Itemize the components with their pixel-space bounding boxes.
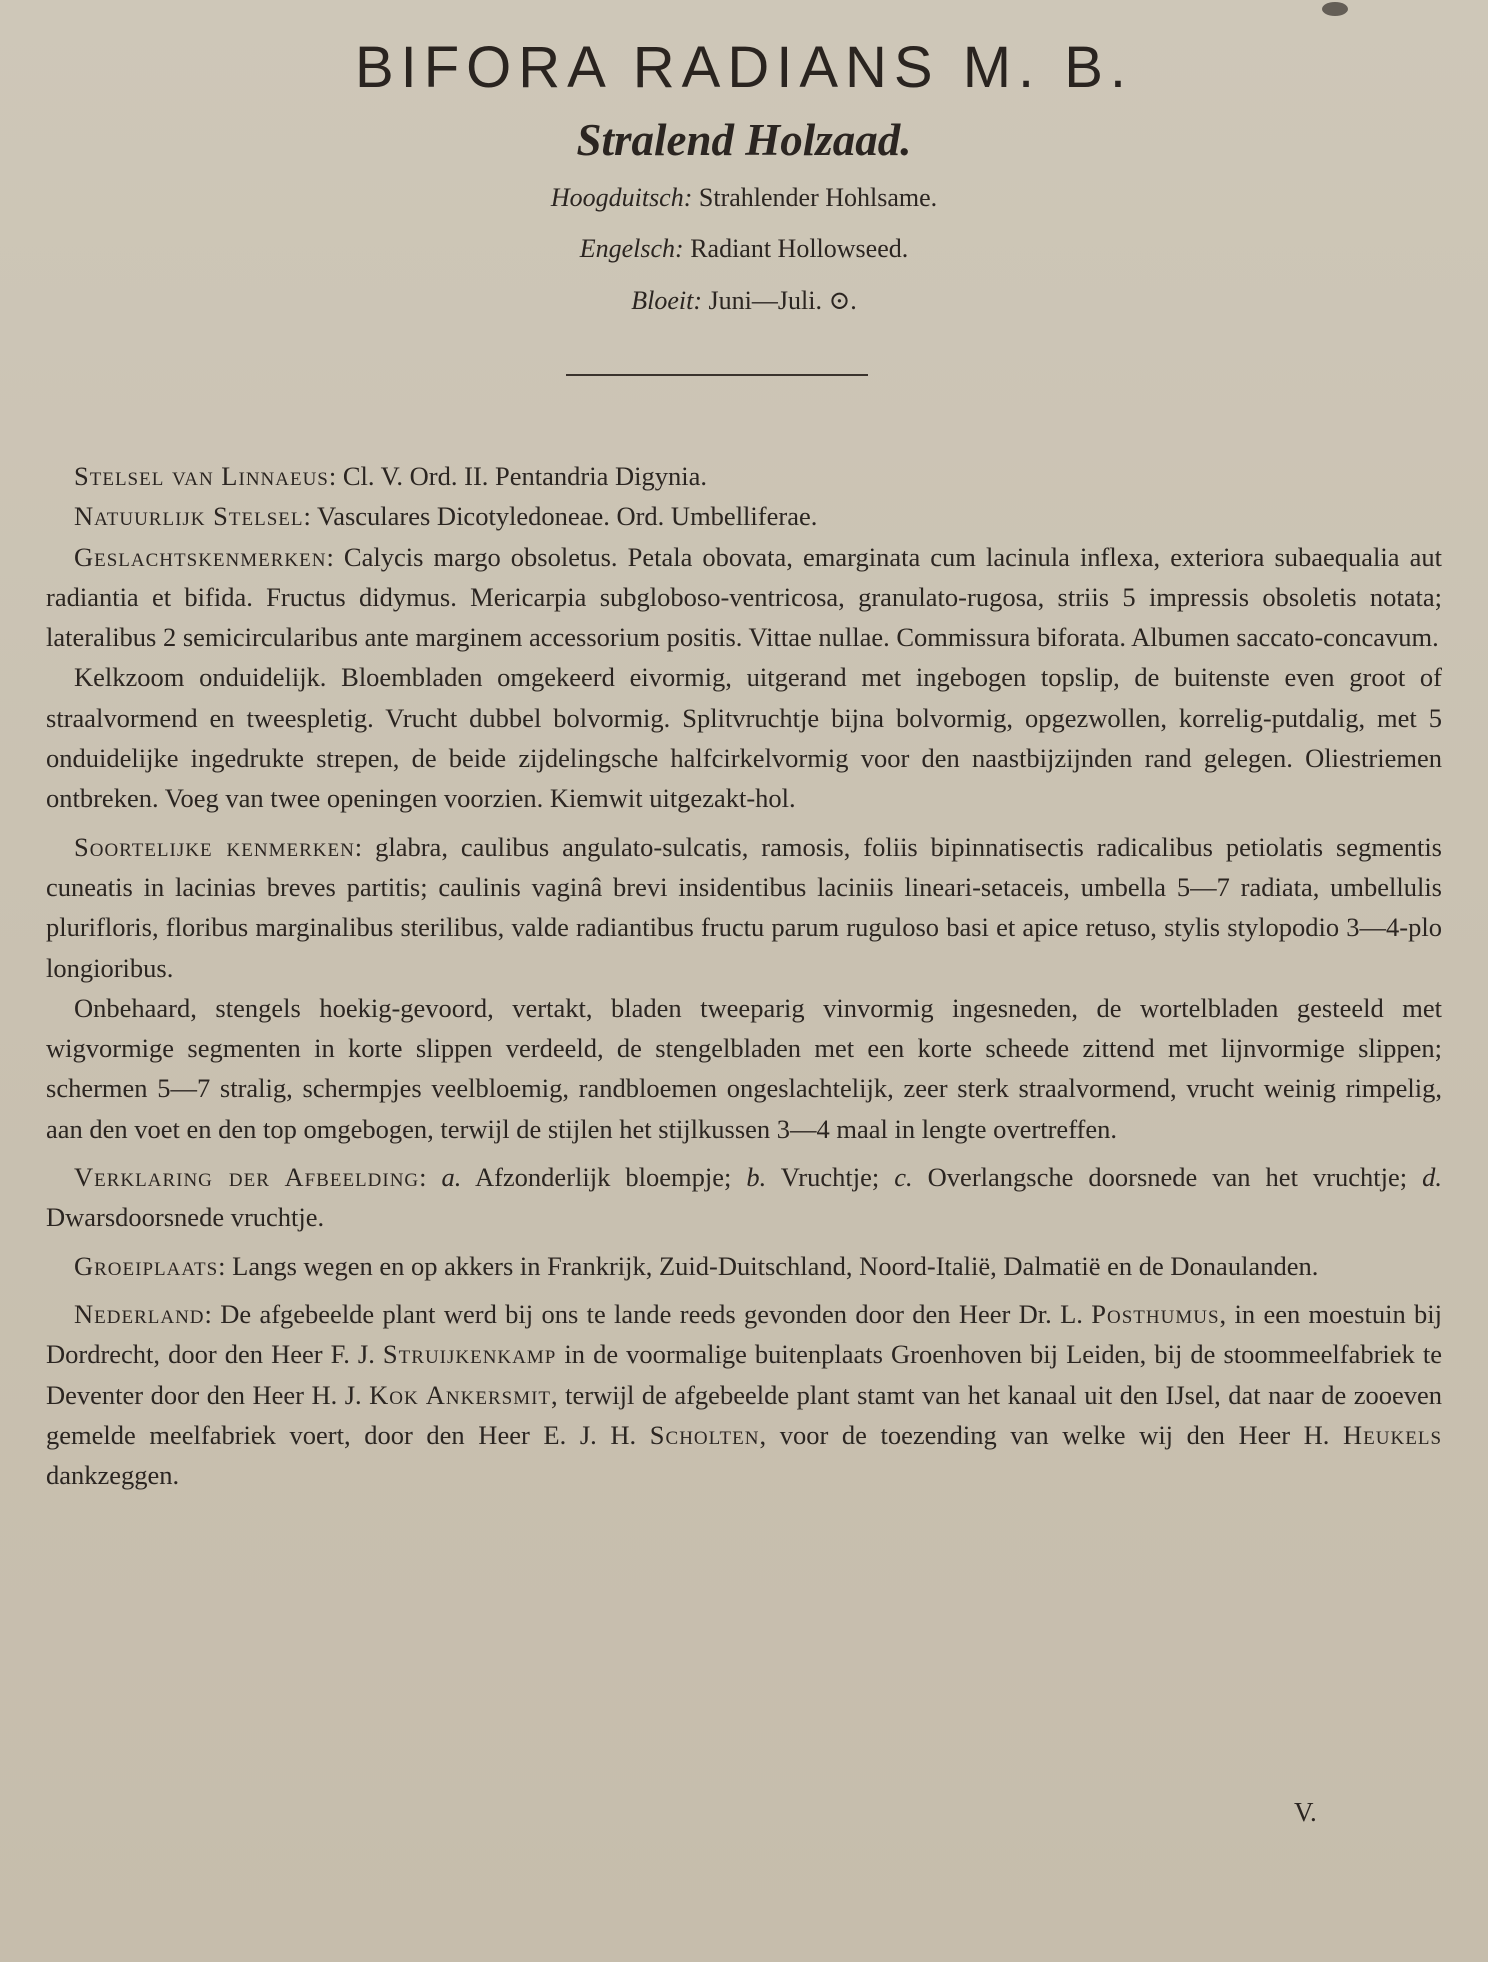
german-name-line: [0, 181, 1488, 215]
habitat-text: Langs wegen en op akkers in Frankrijk, Zuid-Duitschland, Noord-Italië, Dalmatië en de Donaulanden.: [232, 1250, 1319, 1281]
description-body: [46, 456, 1442, 1495]
figure-key-a: a.: [441, 1162, 462, 1193]
netherlands-text-1: De afgebeelde plant werd bij ons te lande reeds gevonden door den Heer Dr. L.: [220, 1298, 1083, 1329]
figure-text-c: Overlangsche doorsnede van het vruchtje;: [927, 1162, 1408, 1193]
netherlands-text-3: in de voormalige buitenplaats Groenhoven bij Leiden, bij de stoommeelfabriek te Deventer door den Heer H. J.: [46, 1339, 1442, 1410]
netherlands-text-6: dankzeggen.: [46, 1460, 180, 1491]
figure-explanation-paragraph: Verklaring der Afbeelding: a. Afzonderlijk bloempje; b. Vruchtje; c. Overlangsche doorsnede van het vruchtje; d. Dwarsdoorsnede vruchtje.: [46, 1162, 1443, 1233]
page-title: BIFORA RADIANS M. B.: [354, 35, 1134, 100]
netherlands-text-5: , voor de toezending van welke wij den Heer H.: [759, 1419, 1330, 1450]
figure-text-d: Dwarsdoorsnede vruchtje.: [46, 1202, 325, 1233]
netherlands-label: Nederland: [74, 1298, 205, 1329]
bloom-value: Juni—Juli. ⊙.: [708, 286, 857, 315]
species-paragraph: Soortelijke kenmerken: glabra, caulibus angulato-sulcatis, ramosis, foliis bipinnatisectis radicalibus petiolatis segmentis cuneatis in lacinias breves partitis; caulinis vaginâ brevi insidentibus laciniis lineari-setaceis, umbella 5—7 radiata, umbellulis plurifloris, floribus marginalibus sterilibus, valde radiantibus fructu parum ruguloso basi et apice retuso, stylis stylopodio 3—4-plo longioribus.: [46, 831, 1442, 983]
natural-system-paragraph: Natuurlijk Stelsel: Vasculares Dicotyledoneae. Ord. Umbelliferae.: [74, 501, 818, 532]
figure-key-b: b.: [746, 1162, 767, 1193]
genus-paragraph: Geslachtskenmerken: Calycis margo obsoletus. Petala obovata, emarginata cum lacinula inflexa, exteriora subaequalia aut radiantia et bifida. Fructus didymus. Mericarpia subgloboso-ventricosa, granulato-rugosa, striis 5 impressis obsoletis notata; lateralibus 2 semicircularibus ante marginem accessorium positis. Vittae nullae. Commissura biforata. Albumen saccato-concavum.: [46, 541, 1442, 653]
bloom-label: Bloeit:: [631, 286, 703, 315]
species-dutch-paragraph: Onbehaard, stengels hoekig-gevoord, vertakt, bladen tweeparig vinvormig ingesneden, de wortelbladen gesteeld met wigvormige segmenten in korte slippen verdeeld, de stengelbladen met een korte scheede zittend met lijnvormige slippen; schermen 5—7 stralig, schermpjes veelbloemig, randbloemen ongeslachtelijk, zeer sterk straalvormend, vrucht weinig rimpelig, aan den voet en den top omgebogen, terwijl de stijlen het stijlkussen 3—4 maal in lengte overtreffen.: [46, 992, 1442, 1144]
species-label: Soortelijke kenmerken: [74, 831, 355, 862]
ink-smudge: [1322, 2, 1348, 16]
figure-explanation-label: Verklaring der Afbeelding: [74, 1162, 420, 1193]
person-name-scholten: Scholten: [649, 1419, 760, 1450]
netherlands-text-2: , in een moestuin bij Dordrecht, door den Heer F. J.: [46, 1298, 1443, 1370]
person-name-posthumus: Posthumus: [1091, 1298, 1220, 1329]
genus-text: Calycis margo obsoletus. Petala obovata, emarginata cum lacinula inflexa, exteriora subaequalia aut radiantia et bifida. Fructus didymus. Mericarpia subgloboso-ventricosa, granulato-rugosa, striis 5 impressis obsoletis notata; lateralibus 2 semicircularibus ante marginem accessorium positis. Vittae nullae. Commissura biforata. Albumen saccato-concavum.: [46, 541, 1442, 653]
english-label: Engelsch:: [579, 234, 684, 263]
habitat-paragraph: Groeiplaats: Langs wegen en op akkers in Frankrijk, Zuid-Duitschland, Noord-Italië, Dalmatië en de Donaulanden.: [74, 1250, 1319, 1281]
bloom-line: [0, 284, 1488, 318]
linnaeus-text: Cl. V. Ord. II. Pentandria Digynia.: [342, 461, 707, 491]
habitat-label: Groeiplaats: [74, 1250, 219, 1281]
linnaeus-paragraph: Stelsel van Linnaeus: Cl. V. Ord. II. Pentandria Digynia.: [74, 461, 707, 491]
german-value: Strahlender Hohlsame.: [698, 183, 938, 212]
netherlands-paragraph: Nederland: De afgebeelde plant werd bij ons te lande reeds gevonden door den Heer Dr. L. Posthumus, in een moestuin bij Dordrecht, door den Heer F. J. Struijkenkamp in de voormalige buitenplaats Groenhoven bij Leiden, bij de stoommeelfabriek te Deventer door den Heer H. J. Kok Ankersmit, terwijl de afgebeelde plant stamt van het kanaal uit den IJsel, dat naar de zooeven gemelde meelfabriek voert, door den Heer E. J. H. Scholten, voor de toezending van welke wij den Heer H. Heukels dankzeggen.: [46, 1298, 1443, 1491]
species-text: glabra, caulibus angulato-sulcatis, ramosis, foliis bipinnatisectis radicalibus petiolatis segmentis cuneatis in lacinias breves partitis; caulinis vaginâ brevi insidentibus laciniis lineari-setaceis, umbella 5—7 radiata, umbellulis plurifloris, floribus marginalibus sterilibus, valde radiantibus fructu parum ruguloso basi et apice retuso, stylis stylopodio 3—4-plo longioribus.: [46, 831, 1442, 983]
page-subtitle: Stralend Holzaad.: [576, 115, 912, 165]
person-name-struijkenkamp: Struijkenkamp: [382, 1339, 557, 1370]
figure-text-b: Vruchtje;: [780, 1162, 880, 1193]
genus-label: Geslachtskenmerken: [74, 541, 327, 572]
author-signature: V.: [1294, 1797, 1317, 1827]
person-name-heukels: Heukels: [1343, 1419, 1443, 1450]
person-name-kok-ankersmit: Kok Ankersmit: [369, 1379, 552, 1410]
figure-text-a: Afzonderlijk bloempje;: [474, 1162, 732, 1193]
german-label: Hoogduitsch:: [550, 183, 693, 212]
divider-rule: [566, 374, 868, 376]
english-name-line: [0, 232, 1488, 266]
figure-key-d: d.: [1422, 1162, 1443, 1193]
genus-dutch-paragraph: Kelkzoom onduidelijk. Bloembladen omgekeerd eivormig, uitgerand met ingebogen topslip, de buitenste even groot of straalvormend en tweespletig. Vrucht dubbel bolvormig. Splitvruchtje bijna bolvormig, opgezwollen, korrelig-putdalig, met 5 onduidelijke ingedrukte strepen, de beide zijdelingsche halfcirkelvormig voor den naastbijzijnden rand gelegen. Oliestriemen ontbreken. Voeg van twee openingen voorzien. Kiemwit uitgezakt-hol.: [46, 662, 1442, 814]
netherlands-text-4: , terwijl de afgebeelde plant stamt van het kanaal uit den IJsel, dat naar de zooeven gemelde meelfabriek voert, door den Heer E. J. H.: [46, 1379, 1443, 1450]
natural-system-label: Natuurlijk Stelsel: [74, 501, 304, 532]
english-value: Radiant Hollowseed.: [690, 234, 909, 263]
figure-key-c: c.: [894, 1162, 913, 1193]
natural-system-text: Vasculares Dicotyledoneae. Ord. Umbelliferae.: [317, 501, 818, 532]
linnaeus-label: Stelsel van Linnaeus: [74, 461, 329, 491]
